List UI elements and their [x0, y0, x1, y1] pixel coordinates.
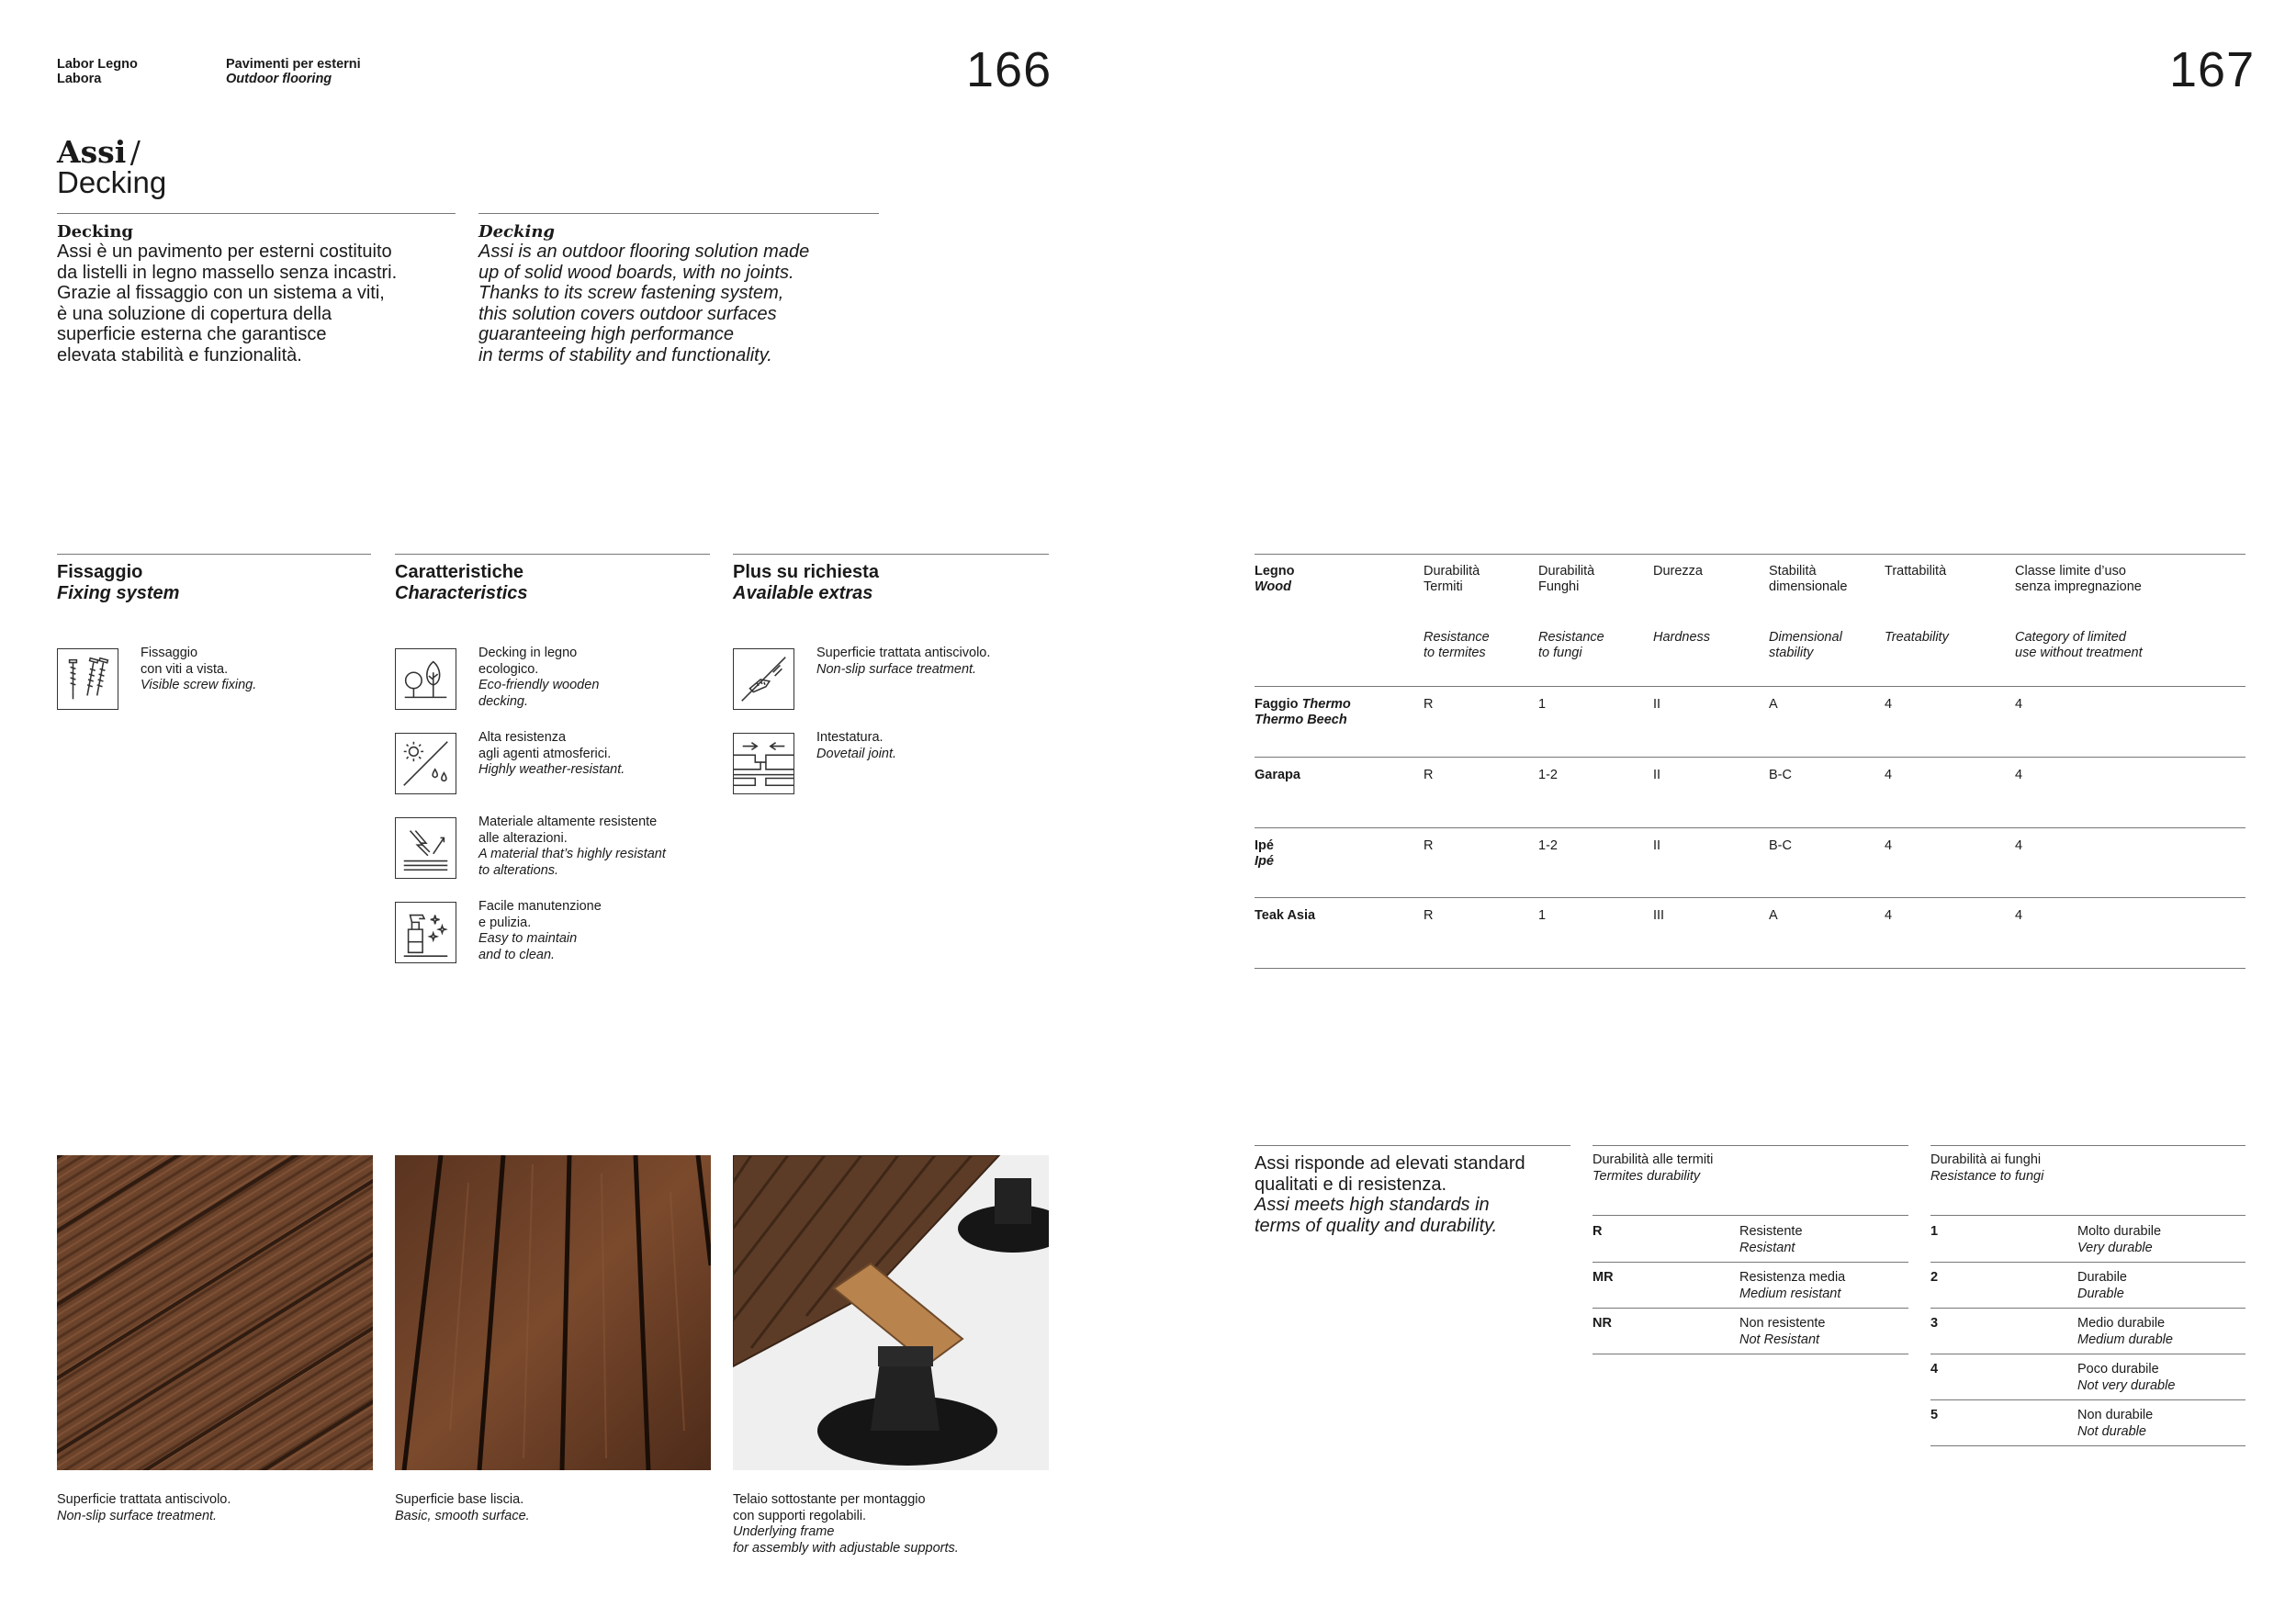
fungi-legend-rule	[1930, 1145, 2245, 1146]
page-number-left: 166	[966, 42, 1052, 97]
page-subtitle: Decking	[57, 165, 167, 199]
characteristics-heading	[395, 562, 528, 604]
termites-desc-1	[1739, 1224, 1803, 1256]
fungi-desc-3	[2077, 1316, 2173, 1348]
caption-3	[733, 1492, 1054, 1556]
char-item-4-en: Easy to maintain and to clean.	[478, 931, 578, 962]
fungi-legend-title	[1930, 1152, 2043, 1185]
th-fungi: Durabilità Funghi	[1538, 564, 1595, 594]
th-fungi-en: Resistance to fungi	[1538, 630, 1604, 660]
termites-row-rule-3	[1593, 1308, 1908, 1309]
extras-rule	[733, 554, 1049, 555]
row-2-treatability: 4	[1885, 768, 1893, 782]
char-item-3-text	[478, 815, 666, 879]
caption-2-en: Basic, smooth surface.	[395, 1508, 530, 1523]
th-wood-en: Wood	[1255, 579, 1291, 594]
caption-3-it: Telaio sottostante per montaggio con supporti regolabili.	[733, 1492, 926, 1523]
row-1-fungi: 1	[1538, 697, 1547, 712]
photo-smooth-art	[395, 1155, 711, 1470]
fungi-desc-4-it: Poco durabile	[2077, 1362, 2159, 1377]
char-item-3-it: Materiale altamente resistente alle alterazioni.	[478, 815, 658, 846]
fungi-code-1: 1	[1930, 1224, 1939, 1239]
row-2-use-class: 4	[2015, 768, 2023, 782]
termites-desc-3	[1739, 1316, 1826, 1348]
row-1-name-en: Thermo Beech	[1255, 713, 1347, 727]
weather-icon	[395, 733, 456, 794]
fixing-title-en: Fixing system	[57, 583, 180, 603]
row-1-stability: A	[1769, 697, 1778, 712]
fungi-row-rule-3	[1930, 1308, 2245, 1309]
extras-title-en: Available extras	[733, 583, 873, 603]
fungi-desc-3-it: Medio durabile	[2077, 1316, 2166, 1331]
row-4-stability: A	[1769, 908, 1778, 923]
row-1-name	[1255, 697, 1351, 728]
th-termites-en: Resistance to termites	[1424, 630, 1490, 660]
row-2-stability: B-C	[1769, 768, 1792, 782]
char-item-4-text	[478, 899, 602, 963]
row-rule-3	[1255, 827, 2245, 828]
th-treatability-en: Treatability	[1885, 630, 1949, 645]
row-2-name	[1255, 768, 1300, 783]
row-3-hardness: II	[1653, 838, 1661, 853]
char-item-2-it: Alta resistenza agli agenti atmosferici.	[478, 730, 612, 761]
row-4-hardness: III	[1653, 908, 1665, 923]
fungi-legend-title-en: Resistance to fungi	[1930, 1168, 2044, 1184]
extra-item-2-en: Dovetail joint.	[816, 746, 897, 761]
extra-item-2-it: Intestatura.	[816, 730, 884, 745]
termites-code-3: NR	[1593, 1316, 1612, 1331]
char-item-1-it: Decking in legno ecologico.	[478, 646, 578, 677]
termites-desc-2-it: Resistenza media	[1739, 1270, 1846, 1285]
termites-desc-1-en: Resistant	[1739, 1240, 1795, 1255]
termites-desc-2-en: Medium resistant	[1739, 1286, 1841, 1301]
caption-3-en: Underlying frame for assembly with adjustable supports.	[733, 1524, 959, 1556]
fixing-item-text	[141, 646, 256, 694]
row-4-fungi: 1	[1538, 908, 1547, 923]
char-item-3-en: A material that’s highly resistant to alterations.	[478, 847, 666, 878]
fungi-desc-1	[2077, 1224, 2161, 1256]
row-4-termites: R	[1424, 908, 1434, 923]
termites-desc-2	[1739, 1270, 1845, 1302]
standards-text	[1255, 1153, 1570, 1236]
photo-smooth-decking	[395, 1155, 711, 1470]
row-3-fungi: 1-2	[1538, 838, 1558, 853]
table-top-rule	[1255, 554, 2245, 555]
page-number-right: 167	[2169, 42, 2256, 97]
char-item-4-it: Facile manutenzione e pulizia.	[478, 899, 602, 930]
impact-resistant-icon	[395, 817, 456, 879]
char-item-2-en: Highly weather-resistant.	[478, 762, 625, 777]
intro-it-rule	[57, 213, 456, 214]
row-rule-2	[1255, 757, 2245, 758]
row-2-fungi: 1-2	[1538, 768, 1558, 782]
characteristics-title-it: Caratteristiche	[395, 562, 524, 582]
standards-rule	[1255, 1145, 1570, 1146]
fixing-title-it: Fissaggio	[57, 562, 143, 582]
row-3-name-a: Ipé	[1255, 838, 1274, 853]
title-main: Assi	[57, 134, 127, 170]
fungi-row-rule-5	[1930, 1399, 2245, 1400]
fungi-desc-5	[2077, 1408, 2153, 1440]
th-use-class: Classe limite d’uso senza impregnazione	[2015, 564, 2142, 594]
fungi-bottom-rule	[1930, 1445, 2245, 1446]
termites-code-2: MR	[1593, 1270, 1614, 1285]
th-stability: Stabilità dimensionale	[1769, 564, 1848, 594]
extra-item-1-it: Superficie trattata antiscivolo.	[816, 646, 991, 660]
intro-en	[478, 222, 901, 365]
termites-row-rule-2	[1593, 1262, 1908, 1263]
row-4-name-a: Teak Asia	[1255, 908, 1316, 923]
fixing-item-en: Visible screw fixing.	[141, 678, 257, 692]
fungi-desc-5-en: Not durable	[2077, 1423, 2146, 1439]
extra-item-1-en: Non-slip surface treatment.	[816, 661, 977, 677]
caption-1-en: Non-slip surface treatment.	[57, 1508, 218, 1523]
fungi-desc-1-en: Very durable	[2077, 1240, 2153, 1255]
char-item-2-text	[478, 730, 625, 779]
row-rule-4	[1255, 897, 2245, 898]
fungi-code-5: 5	[1930, 1408, 1939, 1422]
th-treatability: Trattabilità	[1885, 564, 1947, 579]
intro-it	[57, 222, 461, 365]
th-termites: Durabilità Termiti	[1424, 564, 1480, 594]
fungi-code-3: 3	[1930, 1316, 1939, 1331]
fungi-desc-2	[2077, 1270, 2127, 1302]
eco-trees-icon	[395, 648, 456, 710]
extra-item-2-text	[816, 730, 896, 762]
termites-desc-3-en: Not Resistant	[1739, 1332, 1820, 1347]
fungi-desc-2-it: Durabile	[2077, 1270, 2127, 1285]
char-item-1-text	[478, 646, 599, 710]
category-label	[226, 57, 361, 86]
characteristics-rule	[395, 554, 710, 555]
extras-heading	[733, 562, 879, 604]
row-3-name	[1255, 838, 1274, 870]
th-use-class-en: Category of limited use without treatment	[2015, 630, 2143, 660]
row-3-termites: R	[1424, 838, 1434, 853]
screws-icon	[57, 648, 118, 710]
category-en: Outdoor flooring	[226, 72, 332, 86]
fungi-desc-4-en: Not very durable	[2077, 1377, 2176, 1393]
row-4-use-class: 4	[2015, 908, 2023, 923]
row-3-name-en: Ipé	[1255, 854, 1274, 869]
char-item-1-en: Eco-friendly wooden decking.	[478, 678, 600, 709]
intro-en-heading: Decking	[478, 222, 556, 242]
row-1-hardness: II	[1653, 697, 1661, 712]
standards-it: Assi risponde ad elevati standard qualitati e di resistenza.	[1255, 1153, 1525, 1195]
termites-legend-title-en: Termites durability	[1593, 1168, 1701, 1184]
fungi-code-4: 4	[1930, 1362, 1939, 1377]
termites-row-rule-1	[1593, 1215, 1908, 1216]
brand-line-1: Labor Legno	[57, 57, 138, 72]
characteristics-title-en: Characteristics	[395, 583, 528, 603]
row-4-name	[1255, 908, 1315, 924]
row-3-treatability: 4	[1885, 838, 1893, 853]
photo-adjustable-supports	[733, 1155, 1049, 1470]
row-1-name-a: Faggio	[1255, 697, 1302, 712]
fungi-row-rule-2	[1930, 1262, 2245, 1263]
th-stability-en: Dimensional stability	[1769, 630, 1842, 660]
row-3-use-class: 4	[2015, 838, 2023, 853]
row-1-termites: R	[1424, 697, 1434, 712]
photo-nonslip-decking	[57, 1155, 373, 1470]
fixing-rule	[57, 554, 371, 555]
intro-en-text: Assi is an outdoor flooring solution made up of solid wood boards, with no joints. Thanks to its screw fastening system, this solution covers outdoor surfaces guaranteeing high performance in terms of stability and functionality.	[478, 242, 810, 365]
caption-2	[395, 1492, 711, 1524]
fungi-desc-2-en: Durable	[2077, 1286, 2124, 1301]
brand-label	[57, 57, 138, 86]
row-1-use-class: 4	[2015, 697, 2023, 712]
caption-1	[57, 1492, 373, 1524]
fungi-desc-5-it: Non durabile	[2077, 1408, 2154, 1422]
th-hardness: Durezza	[1653, 564, 1703, 579]
termites-legend-title-it: Durabilità alle termiti	[1593, 1152, 1714, 1167]
row-2-name-a: Garapa	[1255, 768, 1300, 782]
th-wood	[1255, 564, 1295, 595]
extras-title-it: Plus su richiesta	[733, 562, 879, 582]
fixing-item-it: Fissaggio con viti a vista.	[141, 646, 229, 677]
termites-code-1: R	[1593, 1224, 1603, 1239]
intro-it-text: Assi è un pavimento per esterni costituito da listelli in legno massello senza incastri. Grazie al fissaggio con un sistema a viti, è una soluzione di copertura della superficie esterna che garantisce elevata stabilità e funzionalità.	[57, 242, 398, 365]
th-hardness-en: Hardness	[1653, 630, 1711, 645]
termites-legend-rule	[1593, 1145, 1908, 1146]
intro-en-rule	[478, 213, 879, 214]
row-4-treatability: 4	[1885, 908, 1893, 923]
row-2-termites: R	[1424, 768, 1434, 782]
fungi-row-rule-1	[1930, 1215, 2245, 1216]
photo-nonslip-art	[57, 1155, 373, 1470]
fungi-code-2: 2	[1930, 1270, 1939, 1285]
cleaning-spray-icon	[395, 902, 456, 963]
non-slip-icon	[733, 648, 794, 710]
row-rule-1	[1255, 686, 2245, 687]
fixing-heading	[57, 562, 179, 604]
termites-legend-title	[1593, 1152, 1713, 1185]
termites-desc-1-it: Resistente	[1739, 1224, 1803, 1239]
extra-item-1-text	[816, 646, 990, 678]
termites-desc-3-it: Non resistente	[1739, 1316, 1826, 1331]
intro-it-heading: Decking	[57, 222, 134, 242]
fungi-desc-3-en: Medium durable	[2077, 1332, 2173, 1347]
dovetail-joint-icon	[733, 733, 794, 794]
fungi-legend-title-it: Durabilità ai funghi	[1930, 1152, 2042, 1167]
th-wood-it: Legno	[1255, 564, 1295, 579]
row-2-hardness: II	[1653, 768, 1661, 782]
fungi-desc-4	[2077, 1362, 2175, 1394]
row-1-treatability: 4	[1885, 697, 1893, 712]
photo-supports-art	[733, 1155, 1049, 1470]
table-bottom-rule	[1255, 968, 2245, 969]
caption-1-it: Superficie trattata antiscivolo.	[57, 1492, 231, 1507]
row-3-stability: B-C	[1769, 838, 1792, 853]
category-it: Pavimenti per esterni	[226, 57, 361, 72]
title-slash: /	[129, 134, 141, 170]
row-1-name-b: Thermo	[1301, 697, 1351, 712]
fungi-desc-1-it: Molto durabile	[2077, 1224, 2162, 1239]
standards-en: Assi meets high standards in terms of quality and durability.	[1255, 1195, 1498, 1236]
brand-line-2: Labora	[57, 72, 102, 86]
caption-2-it: Superficie base liscia.	[395, 1492, 524, 1507]
